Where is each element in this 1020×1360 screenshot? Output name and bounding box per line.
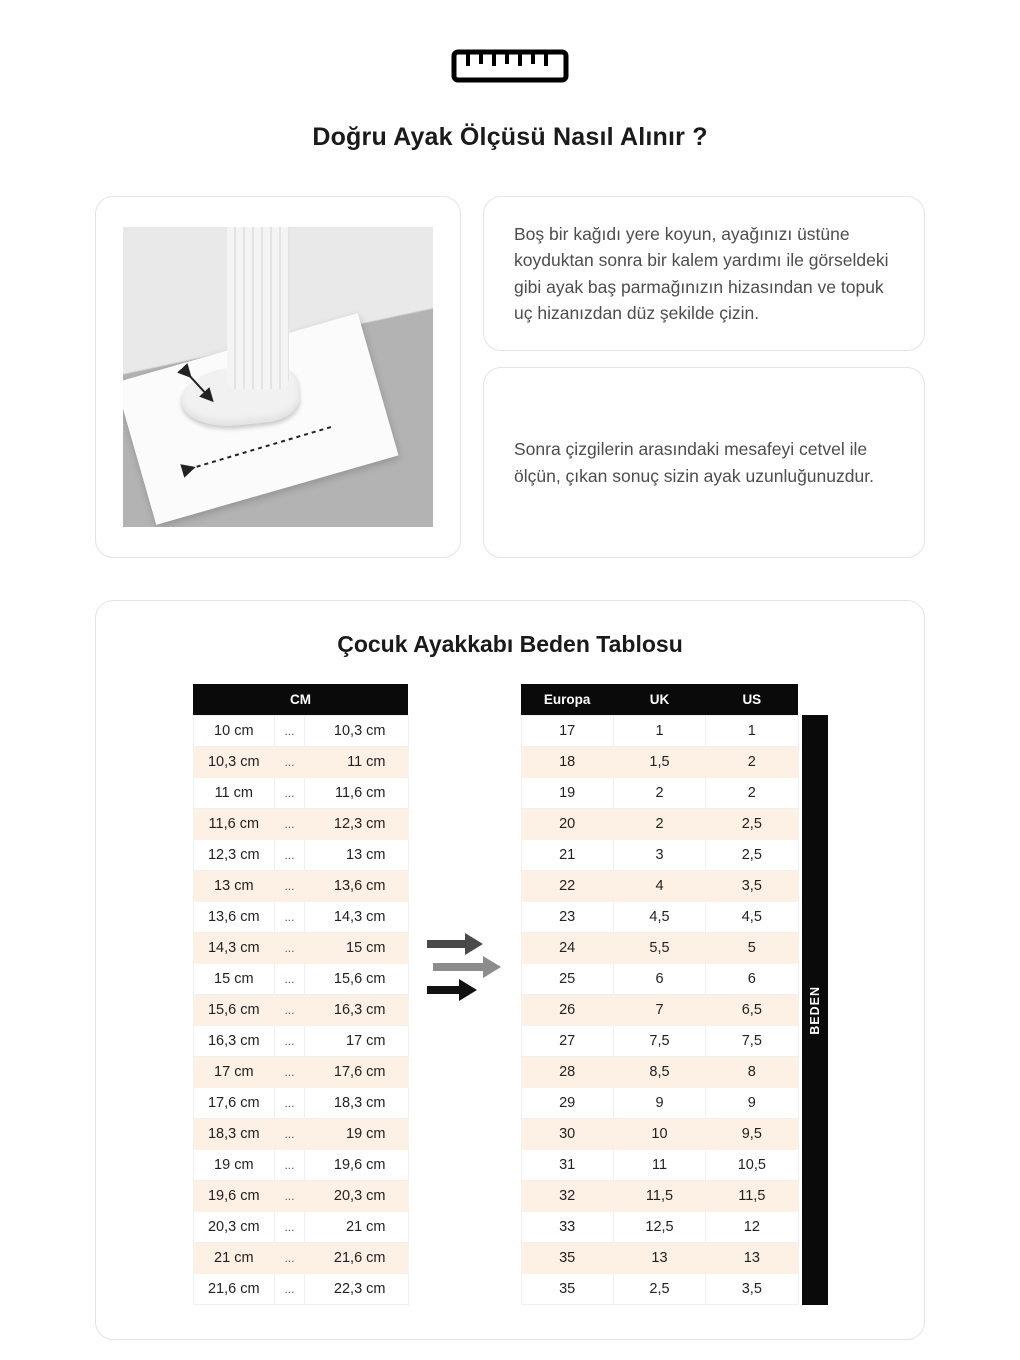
table-row: [521, 839, 798, 870]
size-cell: 13: [613, 1242, 705, 1273]
cm-cell: 11 cm: [304, 746, 408, 777]
cm-cell: ...: [275, 1149, 305, 1180]
table-row: [193, 1056, 408, 1087]
table-row: [193, 1087, 408, 1118]
cm-cell: 20,3 cm: [304, 1180, 408, 1211]
size-cell: 1,5: [613, 746, 705, 777]
size-cell: 4,5: [613, 901, 705, 932]
table-row: [193, 932, 408, 963]
instructions-section: [95, 196, 925, 558]
size-conversion-table: [521, 684, 799, 1305]
table-row: [521, 932, 798, 963]
cm-cell: 21,6 cm: [304, 1242, 408, 1273]
table-row: [521, 808, 798, 839]
size-cell: 13: [706, 1242, 798, 1273]
size-cell: 28: [521, 1056, 613, 1087]
size-cell: 32: [521, 1180, 613, 1211]
cm-cell: 21 cm: [304, 1211, 408, 1242]
cm-cell: 15 cm: [304, 932, 408, 963]
table-row: [193, 1180, 408, 1211]
size-chart-card: [95, 600, 925, 1340]
cm-cell: ...: [275, 1211, 305, 1242]
table-row: [193, 839, 408, 870]
cm-cell: ...: [275, 746, 305, 777]
cm-cell: ...: [275, 839, 305, 870]
table-row: [521, 1211, 798, 1242]
table-row: [521, 1273, 798, 1304]
cm-table-header-row: [193, 684, 408, 715]
cm-cell: 21 cm: [193, 1242, 275, 1273]
table-row: [193, 901, 408, 932]
cm-cell: 13,6 cm: [304, 870, 408, 901]
table-row: [521, 963, 798, 994]
cm-cell: ...: [275, 1025, 305, 1056]
table-row: [193, 870, 408, 901]
size-cell: 33: [521, 1211, 613, 1242]
instruction-cards: [483, 196, 925, 558]
size-cell: 3: [613, 839, 705, 870]
size-cell: 8,5: [613, 1056, 705, 1087]
size-cell: 19: [521, 777, 613, 808]
cm-cell: 17 cm: [193, 1056, 275, 1087]
cm-cell: 17,6 cm: [304, 1056, 408, 1087]
table-row: [193, 994, 408, 1025]
size-cell: 17: [521, 715, 613, 746]
cm-cell: 12,3 cm: [304, 808, 408, 839]
size-cell: 6: [706, 963, 798, 994]
cm-cell: ...: [275, 1056, 305, 1087]
size-cell: 24: [521, 932, 613, 963]
size-cell: 11,5: [706, 1180, 798, 1211]
size-table-header-uk: UK: [613, 684, 705, 715]
size-cell: 6: [613, 963, 705, 994]
cm-cell: 15 cm: [193, 963, 275, 994]
cm-cell: ...: [275, 963, 305, 994]
size-cell: 22: [521, 870, 613, 901]
size-cell: 7,5: [706, 1025, 798, 1056]
cm-cell: 11,6 cm: [304, 777, 408, 808]
cm-table-header: CM: [193, 684, 408, 715]
table-row: [193, 746, 408, 777]
cm-cell: ...: [275, 1242, 305, 1273]
size-cell: 29: [521, 1087, 613, 1118]
instruction-card-2: [483, 367, 925, 558]
cm-cell: 12,3 cm: [193, 839, 275, 870]
table-row: [521, 994, 798, 1025]
size-cell: 35: [521, 1242, 613, 1273]
cm-cell: 22,3 cm: [304, 1273, 408, 1304]
cm-cell: 18,3 cm: [304, 1087, 408, 1118]
cm-cell: 19 cm: [304, 1118, 408, 1149]
cm-range-table: [193, 684, 409, 1305]
size-cell: 9: [613, 1087, 705, 1118]
size-cell: 10,5: [706, 1149, 798, 1180]
cm-cell: 17,6 cm: [193, 1087, 275, 1118]
cm-cell: ...: [275, 932, 305, 963]
size-table-header-us: US: [706, 684, 798, 715]
cm-cell: 14,3 cm: [193, 932, 275, 963]
cm-cell: 15,6 cm: [193, 994, 275, 1025]
table-row: [521, 746, 798, 777]
size-cell: 2,5: [613, 1273, 705, 1304]
cm-cell: 13 cm: [193, 870, 275, 901]
instruction-card-1: [483, 196, 925, 351]
size-cell: 11: [613, 1149, 705, 1180]
size-cell: 5,5: [613, 932, 705, 963]
cm-cell: 19,6 cm: [193, 1180, 275, 1211]
cm-cell: 11,6 cm: [193, 808, 275, 839]
table-row: [193, 808, 408, 839]
size-cell: 3,5: [706, 1273, 798, 1304]
size-cell: 8: [706, 1056, 798, 1087]
cm-cell: ...: [275, 715, 305, 746]
table-row: [193, 1025, 408, 1056]
cm-cell: ...: [275, 808, 305, 839]
size-table-header-row: [521, 684, 798, 715]
cm-cell: 16,3 cm: [193, 1025, 275, 1056]
cm-cell: 11 cm: [193, 777, 275, 808]
size-cell: 12: [706, 1211, 798, 1242]
foot-measurement-photo: [123, 227, 433, 527]
beden-side-bar: [802, 715, 828, 1305]
size-cell: 23: [521, 901, 613, 932]
size-cell: 27: [521, 1025, 613, 1056]
cm-cell: 19,6 cm: [304, 1149, 408, 1180]
photo-card: [95, 196, 461, 558]
cm-cell: 14,3 cm: [304, 901, 408, 932]
cm-cell: 10,3 cm: [193, 746, 275, 777]
cm-cell: 15,6 cm: [304, 963, 408, 994]
cm-cell: ...: [275, 1273, 305, 1304]
size-cell: 3,5: [706, 870, 798, 901]
table-row: [521, 1087, 798, 1118]
table-row: [521, 1180, 798, 1211]
size-cell: 25: [521, 963, 613, 994]
size-cell: 20: [521, 808, 613, 839]
size-cell: 10: [613, 1118, 705, 1149]
ruler-icon: [450, 48, 570, 84]
size-cell: 7: [613, 994, 705, 1025]
cm-cell: 21,6 cm: [193, 1273, 275, 1304]
beden-label: BEDEN: [807, 985, 822, 1035]
table-row: [193, 1211, 408, 1242]
size-cell: 18: [521, 746, 613, 777]
table-row: [521, 1118, 798, 1149]
size-cell: 1: [613, 715, 705, 746]
size-table-header-europa: Europa: [521, 684, 613, 715]
size-cell: 6,5: [706, 994, 798, 1025]
page-header: [0, 0, 1020, 152]
cm-cell: 10 cm: [193, 715, 275, 746]
cm-cell: ...: [275, 994, 305, 1025]
page-title: Doğru Ayak Ölçüsü Nasıl Alınır ?: [312, 123, 708, 151]
table-row: [521, 1056, 798, 1087]
cm-cell: ...: [275, 1118, 305, 1149]
size-cell: 7,5: [613, 1025, 705, 1056]
cm-cell: 18,3 cm: [193, 1118, 275, 1149]
size-cell: 5: [706, 932, 798, 963]
table-row: [193, 963, 408, 994]
table-row: [193, 1149, 408, 1180]
size-cell: 35: [521, 1273, 613, 1304]
table-row: [193, 1118, 408, 1149]
cm-cell: ...: [275, 1180, 305, 1211]
size-cell: 2,5: [706, 839, 798, 870]
cm-cell: 13,6 cm: [193, 901, 275, 932]
cm-cell: 17 cm: [304, 1025, 408, 1056]
size-cell: 2,5: [706, 808, 798, 839]
cm-cell: ...: [275, 777, 305, 808]
size-chart-title: Çocuk Ayakkabı Beden Tablosu: [337, 631, 683, 657]
cm-cell: 16,3 cm: [304, 994, 408, 1025]
cm-cell: 19 cm: [193, 1149, 275, 1180]
size-cell: 9: [706, 1087, 798, 1118]
right-arrows-icon: [425, 932, 505, 1002]
table-row: [193, 1242, 408, 1273]
instruction-text-1: Boş bir kağıdı yere koyun, ayağınızı üstüne koyduktan sonra bir kalem yardımı ile görseldeki gibi ayak baş parmağınızın hizasından ve topuk uç hizanızdan düz şekilde çizin.: [514, 224, 889, 323]
table-row: [521, 1242, 798, 1273]
size-cell: 2: [706, 746, 798, 777]
cm-cell: 10,3 cm: [304, 715, 408, 746]
size-cell: 12,5: [613, 1211, 705, 1242]
table-row: [521, 777, 798, 808]
instruction-text-2: Sonra çizgilerin arasındaki mesafeyi cetvel ile ölçün, çıkan sonuç sizin ayak uzunluğunuzdur.: [514, 439, 874, 486]
size-cell: 2: [613, 777, 705, 808]
measurement-lines: [123, 227, 433, 527]
size-cell: 1: [706, 715, 798, 746]
table-row: [521, 870, 798, 901]
size-cell: 4,5: [706, 901, 798, 932]
table-row: [521, 1025, 798, 1056]
cm-cell: ...: [275, 870, 305, 901]
table-row: [193, 1273, 408, 1304]
cm-cell: ...: [275, 901, 305, 932]
size-cell: 11,5: [613, 1180, 705, 1211]
size-cell: 9,5: [706, 1118, 798, 1149]
size-cell: 26: [521, 994, 613, 1025]
size-cell: 31: [521, 1149, 613, 1180]
size-cell: 21: [521, 839, 613, 870]
cm-cell: 20,3 cm: [193, 1211, 275, 1242]
cm-cell: 13 cm: [304, 839, 408, 870]
table-row: [193, 715, 408, 746]
table-row: [521, 1149, 798, 1180]
size-cell: 30: [521, 1118, 613, 1149]
cm-cell: ...: [275, 1087, 305, 1118]
size-cell: 4: [613, 870, 705, 901]
size-cell: 2: [613, 808, 705, 839]
table-row: [521, 715, 798, 746]
size-chart-tables: [96, 684, 924, 1305]
table-row: [193, 777, 408, 808]
table-row: [521, 901, 798, 932]
size-cell: 2: [706, 777, 798, 808]
